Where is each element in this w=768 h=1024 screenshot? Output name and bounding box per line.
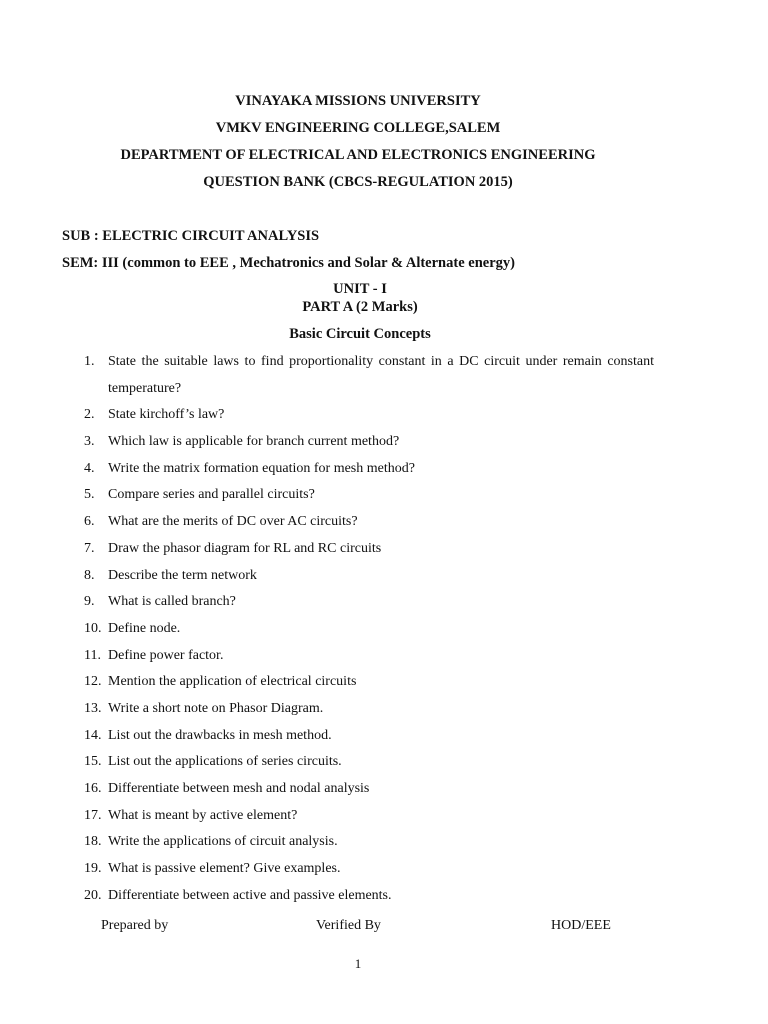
question-item xyxy=(0,509,768,536)
question-number: 8. xyxy=(84,567,95,583)
question-text: What are the merits of DC over AC circuits? xyxy=(108,514,358,530)
semester-line: SEM: III (common to EEE , Mechatronics and Solar & Alternate energy) xyxy=(62,255,515,271)
question-number: 13. xyxy=(84,700,102,716)
part-heading: PART A (2 Marks) xyxy=(302,299,418,315)
question-number: 20. xyxy=(84,887,102,903)
question-number: 11. xyxy=(84,647,101,663)
question-text: State kirchoff’s law? xyxy=(108,407,225,423)
question-item xyxy=(0,563,768,590)
question-item xyxy=(0,402,768,429)
question-number: 7. xyxy=(84,540,95,556)
question-number: 19. xyxy=(84,861,102,877)
question-item xyxy=(0,456,768,483)
question-number: 9. xyxy=(84,594,95,610)
question-item xyxy=(0,803,768,830)
question-number: 18. xyxy=(84,834,102,850)
question-list xyxy=(0,349,768,909)
question-text: Differentiate between active and passive elements. xyxy=(108,887,392,903)
unit-heading: UNIT - I xyxy=(333,281,387,297)
question-text: Draw the phasor diagram for RL and RC circuits xyxy=(108,540,382,556)
question-item xyxy=(0,616,768,643)
question-item xyxy=(0,589,768,616)
department-name: DEPARTMENT OF ELECTRICAL AND ELECTRONICS ENGINEERING xyxy=(120,147,596,163)
question-number: 1. xyxy=(84,354,95,369)
verified-by-label: Verified By xyxy=(316,918,381,933)
college-name: VMKV ENGINEERING COLLEGE,SALEM xyxy=(215,120,501,136)
question-item xyxy=(0,429,768,456)
question-text: Compare series and parallel circuits? xyxy=(108,487,315,503)
question-text: Mention the application of electrical circuits xyxy=(108,674,357,690)
question-item xyxy=(0,723,768,750)
question-number: 5. xyxy=(84,487,95,503)
question-item xyxy=(0,883,768,910)
university-name: VINAYAKA MISSIONS UNIVERSITY xyxy=(235,93,481,109)
question-number: 15. xyxy=(84,754,102,770)
question-text: What is called branch? xyxy=(108,594,236,610)
question-item xyxy=(0,856,768,883)
question-item xyxy=(0,749,768,776)
prepared-by-label: Prepared by xyxy=(101,918,169,933)
question-number: 12. xyxy=(84,674,102,690)
question-number: 16. xyxy=(84,781,102,797)
question-number: 10. xyxy=(84,620,102,636)
question-item xyxy=(0,643,768,670)
topic-heading: Basic Circuit Concepts xyxy=(289,326,431,342)
question-text: Write the applications of circuit analysis. xyxy=(108,834,338,850)
question-text: Write a short note on Phasor Diagram. xyxy=(108,700,324,716)
document-title: QUESTION BANK (CBCS-REGULATION 2015) xyxy=(203,174,513,190)
question-text: State the suitable laws to find proportionality constant in a DC circuit under remain constant temperature? xyxy=(108,354,654,396)
question-number: 6. xyxy=(84,514,95,530)
question-text: What is passive element? Give examples. xyxy=(108,861,341,877)
question-text: Define power factor. xyxy=(108,647,224,663)
question-text: Describe the term network xyxy=(108,567,257,583)
question-number: 4. xyxy=(84,460,95,476)
question-item xyxy=(0,776,768,803)
question-text: Which law is applicable for branch current method? xyxy=(108,434,400,450)
question-item xyxy=(0,349,768,402)
question-item xyxy=(0,482,768,509)
question-item xyxy=(0,536,768,563)
question-text: List out the applications of series circuits. xyxy=(108,754,342,770)
page-number: 1 xyxy=(354,956,362,971)
question-text: What is meant by active element? xyxy=(108,807,298,823)
question-item xyxy=(0,696,768,723)
question-item xyxy=(0,829,768,856)
question-number: 17. xyxy=(84,807,102,823)
question-number: 3. xyxy=(84,434,95,450)
question-text: Define node. xyxy=(108,620,181,636)
subject-line: SUB : ELECTRIC CIRCUIT ANALYSIS xyxy=(62,228,320,244)
question-text: List out the drawbacks in mesh method. xyxy=(108,727,332,743)
hod-label: HOD/EEE xyxy=(551,918,611,933)
question-number: 14. xyxy=(84,727,102,743)
question-text: Differentiate between mesh and nodal analysis xyxy=(108,781,370,797)
question-text: Write the matrix formation equation for mesh method? xyxy=(108,460,415,476)
question-number: 2. xyxy=(84,407,95,423)
question-item xyxy=(0,669,768,696)
